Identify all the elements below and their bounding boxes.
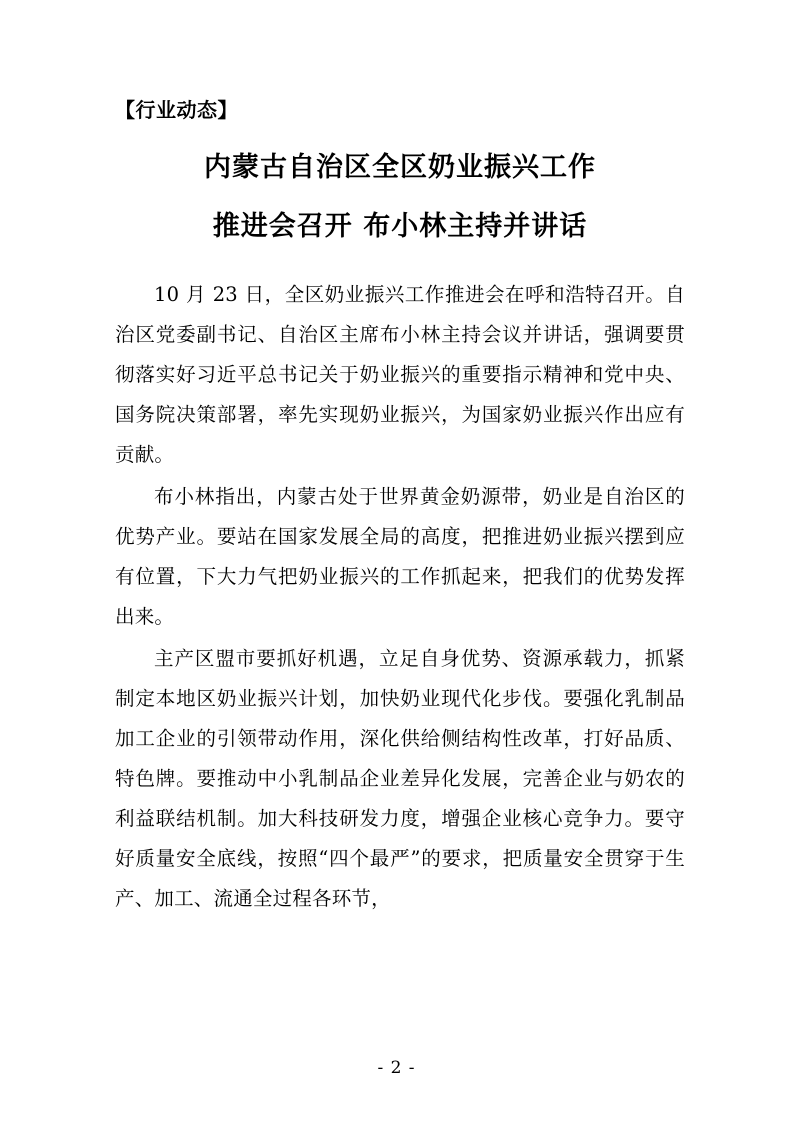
section-kicker: 【行业动态】 (115, 98, 238, 122)
body-paragraph-1: 10 月 23 日，全区奶业振兴工作推进会在呼和浩特召开。自治区党委副书记、自治区主席布小林主持会议并讲话，强调要贯彻落实好习近平总书记关于奶业振兴的重要指示精神和党中央、国务院决策部署，率先实现奶业振兴，为国家奶业振兴作出应有贡献。 (115, 283, 685, 467)
body-paragraph-3: 主产区盟市要抓好机遇，立足自身优势、资源承载力，抓紧制定本地区奶业振兴计划，加快奶业现代化步伐。要强化乳制品加工企业的引领带动作用，深化供给侧结构性改革，打好品质、特色牌。要推动中小乳制品企业差异化发展，完善企业与奶农的利益联结机制。加大科技研发力度，增强企业核心竞争力。要守好质量安全底线，按照“四个最严”的要求，把质量安全贯穿于生产、加工、流通全过程各环节， (115, 647, 685, 910)
title-line-2: 推进会召开 布小林主持并讲话 (212, 210, 588, 242)
body-paragraph-2: 布小林指出，内蒙古处于世界黄金奶源带，奶业是自治区的优势产业。要站在国家发展全局的高度，把推进奶业振兴摆到应有位置，下大力气把奶业振兴的工作抓起来，把我们的优势发挥出来。 (115, 485, 685, 629)
page-title (115, 142, 685, 253)
title-line-1: 内蒙古自治区全区奶业振兴工作 (204, 152, 596, 183)
page-number: - 2 - (377, 1058, 416, 1078)
